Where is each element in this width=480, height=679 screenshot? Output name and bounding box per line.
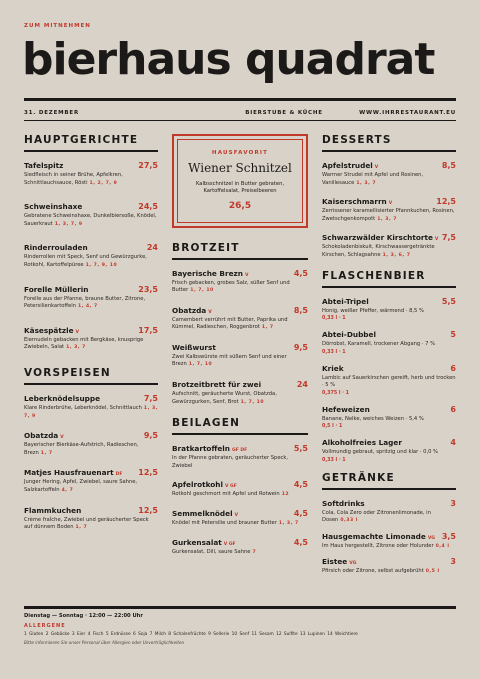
hauptgerichte-list [24,161,158,352]
allergen-codes: 1, 3, 7, 9 [24,405,158,419]
allergen-codes: 1, 3, 6, 7 [382,252,411,258]
menu-item [24,506,158,532]
favorite-title: Wiener Schnitzel [188,161,292,175]
menu-item [172,380,308,406]
menu-item [322,405,456,431]
menu-item-name: Hausgemachte Limonade VG [322,531,436,541]
menu-item-name: Softdrinks [322,498,365,508]
menu-item-name: Forelle Müllerin [24,284,89,294]
menu-item-price: 3 [450,557,456,567]
section-title-vorspeisen: VORSPEISEN [24,367,158,385]
section-title-desserts: DESSERTS [322,134,456,152]
getraenke-list [322,499,456,577]
menu-item-name: Weißwurst [172,342,216,352]
menu-item-price: 24 [146,243,158,253]
menu-item-price: 4 [450,438,456,448]
menu-item [172,444,308,470]
diet-tag: V [60,435,64,441]
menu-item-description: Warmer Strudel mit Apfel und Rosinen, Vanillesauce 1, 3, 7 [322,172,424,186]
middle-column [172,134,308,566]
allergen-codes: 12 [281,492,290,498]
serving-volume: 0,5 l · 1 [322,424,343,430]
menu-item-description: Vollmundig gebraut, spritzig und klar · 0,0 % 0,33 l · 1 [322,449,456,464]
menu-item-price: 12,5 [138,468,158,478]
allergen-codes: 1, 7, 10 [188,362,213,368]
menu-item-description: Klare Rinderbrühe, Leberknödel, Schnittlauch 1, 3, 7, 9 [24,404,158,419]
diet-tag: V [388,201,393,207]
menu-item-description: Junger Hering, Apfel, Zwiebel, saure Sahne, Salzkartoffeln 4, 7 [24,479,138,493]
menu-item-name: Tafelspitz [24,161,64,170]
menu-item-name: Kaiserschmarrn V [322,197,393,207]
menu-item [322,438,456,464]
menu-item [322,499,456,525]
menu-item [24,285,158,311]
menu-item-name: Schwarzwälder Kirschtorte V [322,233,439,243]
serving-volume: 0,375 l · 1 [322,390,349,396]
serving-volume: 0,33 l · 1 [322,457,346,463]
menu-item [24,161,158,187]
menu-item-name: Abtei-Dubbel [322,330,376,340]
section-title-brotzeit: BROTZEIT [172,242,308,260]
menu-item-price: 4,5 [293,537,308,547]
menu-item [322,330,456,356]
menu-item-description: Crème fraîche, Zwiebel und geräucherter Speck auf dünnem Boden 1, 7 [24,516,149,531]
diet-tag: V [374,165,379,170]
menu-item-description: Pfirsich oder Zitrone, selbst aufgebrüht 0,5 l [322,568,440,575]
menu-item-name: Schweinshaxe [24,202,83,212]
allergen-codes: 7 [252,549,257,555]
menu-item-description: Cola, Cola Zero oder Zitronenlimonade, in Dosen 0,33 l [322,509,431,524]
menu-item-price: 7,5 [143,393,158,403]
menu-item-name: Semmelknödel V [172,509,239,519]
menu-item-description: Camembert verrührt mit Butter, Paprika und Kümmel, Radieschen, Roggenbrot 1, 7 [172,316,288,331]
menu-item-price: 27,5 [138,161,158,170]
vorspeisen-list [24,394,158,532]
menu-item-description: Lambic auf Sauerkirschen gereift, herb und trocken · 5 % 0,375 l · 1 [322,374,456,396]
menu-item-name: Obatzda V [172,305,212,315]
header-rule [24,98,456,101]
diet-tag: V [234,513,239,519]
kicker: ZUM MITNEHMEN [24,23,91,29]
menu-item-description: Aufschnitt, geräucherte Wurst, Obatzda, Gewürzgurken, Senf, Brot 1, 7, 10 [172,391,277,405]
menu-item-name: Kriek [322,363,344,373]
menu-item-description: Gebratene Schweinshaxe, Dunkelbiersoße, Knödel, Sauerkraut 1, 3, 7, 9 [24,213,157,227]
menu-item-price: 4,5 [293,268,308,278]
allergy-note: Bitte informieren Sie unser Personal über Allergien oder Unverträglichkeiten [24,640,185,645]
menu-item-description: Dörrobst, Karamell, trockener Abgang · 7 % 0,33 l · 1 [322,341,456,356]
allergen-codes: 1, 3, 7 [66,345,86,351]
allergens-title: ALLERGENE [24,623,66,629]
menu-item-price: 5 [450,330,456,340]
menu-item-name: Abtei-Tripel [322,296,369,306]
menu-item-name: Matjes Hausfrauenart DF [24,468,123,478]
menu-item-name: Bayerische Brezn V [172,268,249,278]
menu-item-description: Bayerischer Bierkäse-Aufstrich, Radieschen, Brezn 1, 7 [24,442,139,456]
beilagen-list [172,444,308,556]
menu-item-price: 17,5 [138,325,158,335]
menu-item [172,343,308,369]
menu-item-description: Zerrissener karamellisierter Pfannkuchen, Rosinen, Zwetschgenkompott 1, 3, 7 [322,208,455,222]
diet-tag: GF DF [232,448,248,454]
allergen-codes: 1, 2, 7, 9 [89,180,118,186]
favorite-description: Kalbsschnitzel in Butter gebraten, Kartoffelsalat, Preiselbeeren [195,181,285,195]
menu-item [322,364,456,398]
menu-item [172,480,308,499]
menu-item [24,431,158,457]
diet-tag: V GF [223,541,236,547]
allergen-codes: 1, 3, 7 [356,180,377,186]
menu-item-description: In der Pfanne gebraten, geräucherter Speck, Zwiebel [172,455,289,469]
menu-item-name: Bratkartoffeln GF DF [172,444,248,454]
menu-item-name: Eistee VG [322,557,357,567]
footer [24,613,456,645]
menu-item-description: Honig, weißer Pfeffer, wärmend · 8,5 % 0,33 l · 1 [322,308,456,323]
website-link[interactable]: WWW.IHRRESTAURANT.EU [359,110,456,116]
section-title-beilagen: BEILAGEN [172,417,308,435]
menu-item [24,394,158,420]
diet-tag: V [244,272,249,278]
menu-item-price: 4,5 [293,509,308,519]
opening-hours: Dienstag — Sonntag · 12:00 — 22:00 Uhr [24,613,143,619]
subheader-rule [24,120,456,121]
subheader-bar [24,110,456,116]
allergen-codes: 1, 4, 7 [77,304,98,310]
allergen-codes: 1, 7, 10 [190,288,214,294]
footer-rule [24,606,456,609]
allergen-codes: 1, 3, 7 [377,216,397,222]
left-column [24,134,158,543]
menu-item-name: Apfelstrudel V [322,161,379,170]
menu-item-price: 24,5 [138,202,158,212]
menu-item-price: 23,5 [138,284,158,294]
diet-tag: V GF [224,484,237,490]
allergen-codes: 1, 7, 9, 10 [85,262,118,268]
allergen-codes: 1, 3, 7, 9 [54,221,83,227]
diet-tag: DF [115,472,123,478]
menu-item-name: Apfelrotkohl V GF [172,480,237,490]
menu-item [322,233,456,259]
menu-item-description: Rinderrollen mit Speck, Senf und Gewürzgurke, Rotkohl, Kartoffelpüree 1, 7, 9, 10 [24,254,147,268]
menu-item-price: 24 [296,380,308,390]
serving-volume: 0,33 l · 1 [322,316,346,322]
serving-volume: 0,33 l · 1 [322,349,346,355]
menu-item [322,532,456,551]
diet-tag: V [208,309,212,315]
allergen-codes: 1, 7 [40,450,53,456]
favorite-price: 26,5 [228,200,252,211]
menu-item-description: Eiernudeln gebacken mit Bergkäse, knusprige Zwiebeln, Salat 1, 3, 7 [24,336,144,351]
menu-item-description: Im Haus hergestellt, Zitrone oder Holunder 0,4 l [322,542,450,549]
diet-tag: VG [349,561,357,567]
menu-item [322,197,456,223]
section-title-hauptgerichte: HAUPTGERICHTE [24,134,158,152]
menu-item [322,161,456,187]
menu-item-name: Rinderrouladen [24,243,88,253]
house-favorite-box [172,134,308,228]
menu-item-description: Gurkensalat, Dill, saure Sahne 7 [172,548,257,555]
allergen-codes: 0,4 l [435,543,450,549]
allergens-list: 1 Gluten 2 Gebäcke 3 Eier 4 Fisch 5 Erdnüsse 6 Soja 7 Milch 8 Schalenfrüchte 9 Sellerie 10 Senf 11 Sesam 12 Sulfite 13 Lupinen 14 Weichtiere [24,632,358,637]
desserts-list [322,161,456,260]
diet-tag: VG [427,535,436,541]
allergen-codes: 0,33 l [340,518,358,524]
menu-item-price: 7,5 [441,233,456,243]
menu-item-description: Schokoladenbiskuit, Kirschwassergetränkte Kirschen, Schlagsahne 1, 3, 6, 7 [322,244,435,258]
flaschenbier-list [322,297,456,465]
diet-tag: V [434,237,439,243]
menu-item [172,509,308,528]
menu-item [24,468,158,494]
menu-item [322,297,456,323]
menu-item-description: Siedfleisch in seiner Brühe, Apfelkren, Schnittlauchsauce, Rösti 1, 2, 7, 9 [24,172,123,186]
menu-item [172,269,308,295]
menu-item-price: 3 [450,498,456,508]
allergen-codes: 1, 3, 7 [278,521,299,527]
brotzeit-list [172,269,308,407]
menu-item-name: Gurkensalat V GF [172,537,236,547]
menu-item-price: 12,5 [138,505,158,515]
menu-item-price: 12,5 [436,197,456,207]
menu-item-name: Käsespätzle V [24,325,80,335]
menu-item-description: Banane, Nelke, weiches Weizen · 5,4 % 0,5 l · 1 [322,416,456,431]
favorite-label: HAUSFAVORIT [211,150,269,156]
menu-item-price: 8,5 [441,161,456,170]
right-column [322,134,456,583]
restaurant-name: bierhaus quadrat [22,34,435,85]
menu-item-price: 9,5 [143,431,158,441]
allergen-codes: 0,5 l [425,569,440,575]
diet-tag: V [75,329,80,335]
menu-item-name: Brotzeitbrett für zwei [172,380,262,390]
section-title-getraenke: GETRÄNKE [322,472,456,490]
menu-item-name: Obatzda V [24,431,64,441]
menu-item-name: Alkoholfreies Lager [322,438,402,448]
menu-date: 31. DEZEMBER [24,110,79,116]
menu-item [24,202,158,228]
allergen-codes: 1, 7 [261,325,274,331]
menu-item-description: Zwei Kalbswürste mit süßem Senf und einer Brezn 1, 7, 10 [172,353,287,368]
menu-item-price: 6 [450,363,456,373]
restaurant-type: BIERSTUBE & KÜCHE [245,110,323,116]
menu-item-price: 5,5 [293,444,308,454]
menu-item-name: Hefeweizen [322,404,370,414]
menu-item [24,243,158,269]
menu-item [172,306,308,332]
menu-item [172,538,308,557]
menu-item [322,557,456,576]
menu-item-price: 6 [450,404,456,414]
menu-item-description: Forelle aus der Pfanne, braune Butter, Zitrone, Petersilienkartoffeln 1, 4, 7 [24,295,146,310]
menu-item-price: 8,5 [293,305,308,315]
menu-item-name: Flammkuchen [24,505,82,515]
menu-item-price: 9,5 [293,342,308,352]
allergen-codes: 1, 7 [75,525,88,531]
menu-item-price: 3,5 [441,531,456,541]
menu-item-price: 5,5 [441,296,456,306]
menu-item-price: 4,5 [293,480,308,490]
menu-item-description: Frisch gebacken, grobes Salz, süßer Senf und Butter 1, 7, 10 [172,279,290,294]
menu-item-name: Leberknödelsuppe [24,393,101,403]
menu-item-description: Rotkohl geschmort mit Apfel und Rotwein 12 [172,491,290,498]
allergen-codes: 1, 7, 10 [240,399,265,405]
menu-item [24,326,158,352]
allergen-codes: 4, 7 [61,487,74,493]
section-title-flaschenbier: FLASCHENBIER [322,270,456,288]
menu-item-description: Knödel mit Petersilie und brauner Butter 1, 3, 7 [172,520,299,527]
